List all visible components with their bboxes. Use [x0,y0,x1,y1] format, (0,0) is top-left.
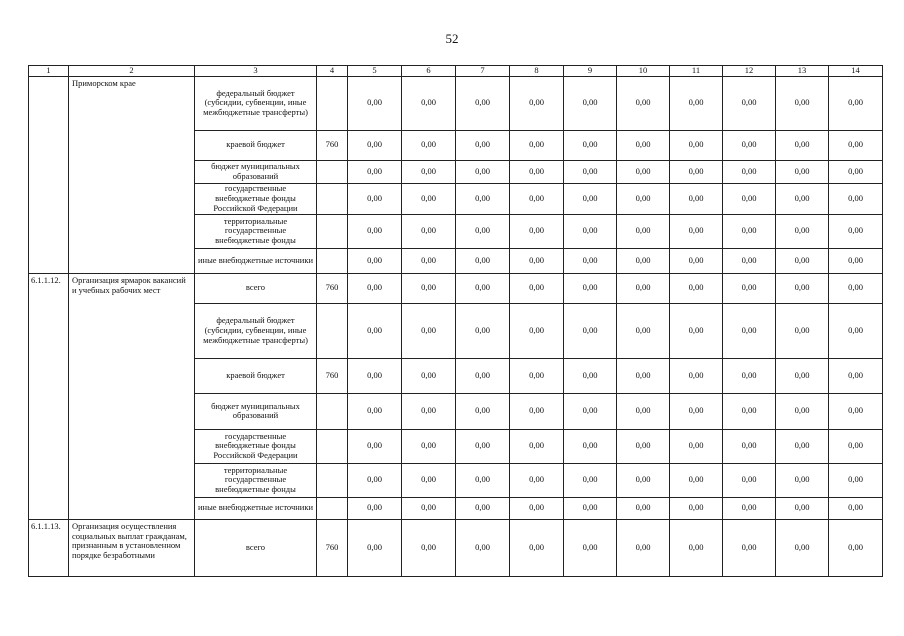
value-cell: 0,00 [723,130,776,160]
value-cell: 0,00 [829,463,883,497]
value-cell: 0,00 [564,429,617,463]
header-cell: 6 [402,66,456,77]
admin-code-cell [317,214,348,248]
funding-source-cell: краевой бюджет [195,358,317,393]
value-cell: 0,00 [776,497,829,519]
value-cell: 0,00 [829,303,883,358]
value-cell: 0,00 [617,183,670,214]
header-cell: 12 [723,66,776,77]
admin-code-cell: 760 [317,358,348,393]
value-cell: 0,00 [670,76,723,130]
value-cell: 0,00 [564,358,617,393]
value-cell: 0,00 [348,248,402,273]
item-name-cell: Приморском крае [69,76,195,273]
value-cell: 0,00 [510,248,564,273]
value-cell: 0,00 [348,214,402,248]
admin-code-cell [317,183,348,214]
value-cell: 0,00 [510,497,564,519]
value-cell: 0,00 [776,273,829,303]
value-cell: 0,00 [564,76,617,130]
value-cell: 0,00 [829,519,883,576]
value-cell: 0,00 [402,358,456,393]
value-cell: 0,00 [510,130,564,160]
value-cell: 0,00 [617,214,670,248]
table-row [29,273,883,303]
header-cell: 2 [69,66,195,77]
value-cell: 0,00 [456,429,510,463]
value-cell: 0,00 [348,130,402,160]
admin-code-cell [317,76,348,130]
value-cell: 0,00 [670,130,723,160]
value-cell: 0,00 [670,429,723,463]
value-cell: 0,00 [776,463,829,497]
value-cell: 0,00 [456,183,510,214]
value-cell: 0,00 [670,358,723,393]
value-cell: 0,00 [776,393,829,429]
header-cell: 13 [776,66,829,77]
value-cell: 0,00 [456,358,510,393]
value-cell: 0,00 [348,303,402,358]
value-cell: 0,00 [829,214,883,248]
value-cell: 0,00 [564,248,617,273]
value-cell: 0,00 [402,76,456,130]
value-cell: 0,00 [564,130,617,160]
value-cell: 0,00 [829,497,883,519]
admin-code-cell [317,463,348,497]
item-number-cell: 6.1.1.13. [29,519,69,576]
item-number-cell: 6.1.1.12. [29,273,69,519]
value-cell: 0,00 [723,248,776,273]
value-cell: 0,00 [348,183,402,214]
item-number-cell [29,76,69,273]
funding-source-cell: иные внебюджетные источники [195,497,317,519]
value-cell: 0,00 [617,248,670,273]
value-cell: 0,00 [670,519,723,576]
value-cell: 0,00 [617,273,670,303]
admin-code-cell [317,303,348,358]
value-cell: 0,00 [670,497,723,519]
value-cell: 0,00 [564,214,617,248]
value-cell: 0,00 [617,497,670,519]
value-cell: 0,00 [456,130,510,160]
item-name-cell: Организация осуществления социальных выплат гражданам, признанным в установленном порядке безработными [69,519,195,576]
value-cell: 0,00 [510,183,564,214]
header-row [29,66,883,77]
value-cell: 0,00 [456,519,510,576]
value-cell: 0,00 [670,273,723,303]
funding-source-cell: государственные внебюджетные фонды Российской Федерации [195,183,317,214]
header-cell: 4 [317,66,348,77]
value-cell: 0,00 [723,358,776,393]
value-cell: 0,00 [829,273,883,303]
value-cell: 0,00 [456,393,510,429]
value-cell: 0,00 [402,214,456,248]
value-cell: 0,00 [723,519,776,576]
value-cell: 0,00 [564,519,617,576]
page-number: 52 [445,31,459,46]
funding-source-cell: федеральный бюджет (субсидии, субвенции, иные межбюджетные трансферты) [195,76,317,130]
value-cell: 0,00 [723,214,776,248]
value-cell: 0,00 [670,463,723,497]
value-cell: 0,00 [829,358,883,393]
value-cell: 0,00 [348,463,402,497]
value-cell: 0,00 [348,519,402,576]
budget-table [28,65,883,577]
value-cell: 0,00 [564,303,617,358]
value-cell: 0,00 [617,160,670,183]
value-cell: 0,00 [829,248,883,273]
funding-source-cell: краевой бюджет [195,130,317,160]
value-cell: 0,00 [456,76,510,130]
item-name-cell: Организация ярмарок вакансий и учебных рабочих мест [69,273,195,519]
admin-code-cell: 760 [317,519,348,576]
value-cell: 0,00 [510,303,564,358]
value-cell: 0,00 [776,76,829,130]
value-cell: 0,00 [829,130,883,160]
value-cell: 0,00 [723,303,776,358]
value-cell: 0,00 [402,429,456,463]
value-cell: 0,00 [510,429,564,463]
value-cell: 0,00 [510,519,564,576]
value-cell: 0,00 [456,160,510,183]
value-cell: 0,00 [617,76,670,130]
value-cell: 0,00 [510,393,564,429]
value-cell: 0,00 [348,429,402,463]
admin-code-cell [317,393,348,429]
value-cell: 0,00 [617,393,670,429]
value-cell: 0,00 [402,303,456,358]
value-cell: 0,00 [510,160,564,183]
value-cell: 0,00 [402,273,456,303]
value-cell: 0,00 [829,76,883,130]
header-cell: 7 [456,66,510,77]
value-cell: 0,00 [776,183,829,214]
value-cell: 0,00 [723,160,776,183]
admin-code-cell [317,160,348,183]
funding-source-cell: государственные внебюджетные фонды Российской Федерации [195,429,317,463]
value-cell: 0,00 [617,519,670,576]
value-cell: 0,00 [348,160,402,183]
value-cell: 0,00 [456,303,510,358]
value-cell: 0,00 [723,429,776,463]
value-cell: 0,00 [564,273,617,303]
value-cell: 0,00 [829,429,883,463]
value-cell: 0,00 [510,358,564,393]
value-cell: 0,00 [348,358,402,393]
header-cell: 9 [564,66,617,77]
value-cell: 0,00 [670,303,723,358]
value-cell: 0,00 [564,160,617,183]
value-cell: 0,00 [564,393,617,429]
value-cell: 0,00 [670,214,723,248]
funding-source-cell: территориальные государственные внебюджетные фонды [195,463,317,497]
value-cell: 0,00 [776,130,829,160]
value-cell: 0,00 [723,76,776,130]
funding-source-cell: бюджет муниципальных образований [195,160,317,183]
value-cell: 0,00 [402,130,456,160]
value-cell: 0,00 [456,497,510,519]
value-cell: 0,00 [723,273,776,303]
value-cell: 0,00 [564,463,617,497]
funding-source-cell: бюджет муниципальных образований [195,393,317,429]
table-row [29,76,883,130]
value-cell: 0,00 [402,519,456,576]
value-cell: 0,00 [829,393,883,429]
value-cell: 0,00 [723,183,776,214]
value-cell: 0,00 [456,248,510,273]
value-cell: 0,00 [402,393,456,429]
value-cell: 0,00 [564,497,617,519]
value-cell: 0,00 [510,463,564,497]
header-cell: 11 [670,66,723,77]
funding-source-cell: территориальные государственные внебюджетные фонды [195,214,317,248]
value-cell: 0,00 [617,303,670,358]
value-cell: 0,00 [723,393,776,429]
admin-code-cell [317,429,348,463]
header-cell: 1 [29,66,69,77]
value-cell: 0,00 [564,183,617,214]
value-cell: 0,00 [402,248,456,273]
header-cell: 8 [510,66,564,77]
value-cell: 0,00 [670,393,723,429]
value-cell: 0,00 [776,519,829,576]
value-cell: 0,00 [670,248,723,273]
value-cell: 0,00 [510,273,564,303]
value-cell: 0,00 [348,76,402,130]
value-cell: 0,00 [829,160,883,183]
value-cell: 0,00 [402,497,456,519]
value-cell: 0,00 [617,130,670,160]
value-cell: 0,00 [776,248,829,273]
value-cell: 0,00 [402,463,456,497]
value-cell: 0,00 [617,463,670,497]
value-cell: 0,00 [670,160,723,183]
admin-code-cell [317,497,348,519]
funding-source-cell: федеральный бюджет (субсидии, субвенции, иные межбюджетные трансферты) [195,303,317,358]
value-cell: 0,00 [348,497,402,519]
value-cell: 0,00 [456,463,510,497]
value-cell: 0,00 [617,358,670,393]
header-cell: 14 [829,66,883,77]
funding-source-cell: всего [195,519,317,576]
value-cell: 0,00 [510,76,564,130]
admin-code-cell: 760 [317,273,348,303]
header-cell: 3 [195,66,317,77]
value-cell: 0,00 [776,214,829,248]
value-cell: 0,00 [776,358,829,393]
value-cell: 0,00 [723,497,776,519]
value-cell: 0,00 [510,214,564,248]
value-cell: 0,00 [670,183,723,214]
value-cell: 0,00 [402,183,456,214]
header-cell: 5 [348,66,402,77]
value-cell: 0,00 [776,303,829,358]
value-cell: 0,00 [348,273,402,303]
funding-source-cell: всего [195,273,317,303]
value-cell: 0,00 [348,393,402,429]
table-row [29,519,883,576]
value-cell: 0,00 [456,214,510,248]
admin-code-cell: 760 [317,130,348,160]
admin-code-cell [317,248,348,273]
value-cell: 0,00 [456,273,510,303]
funding-source-cell: иные внебюджетные источники [195,248,317,273]
value-cell: 0,00 [402,160,456,183]
value-cell: 0,00 [776,160,829,183]
value-cell: 0,00 [617,429,670,463]
value-cell: 0,00 [776,429,829,463]
header-cell: 10 [617,66,670,77]
value-cell: 0,00 [829,183,883,214]
value-cell: 0,00 [723,463,776,497]
